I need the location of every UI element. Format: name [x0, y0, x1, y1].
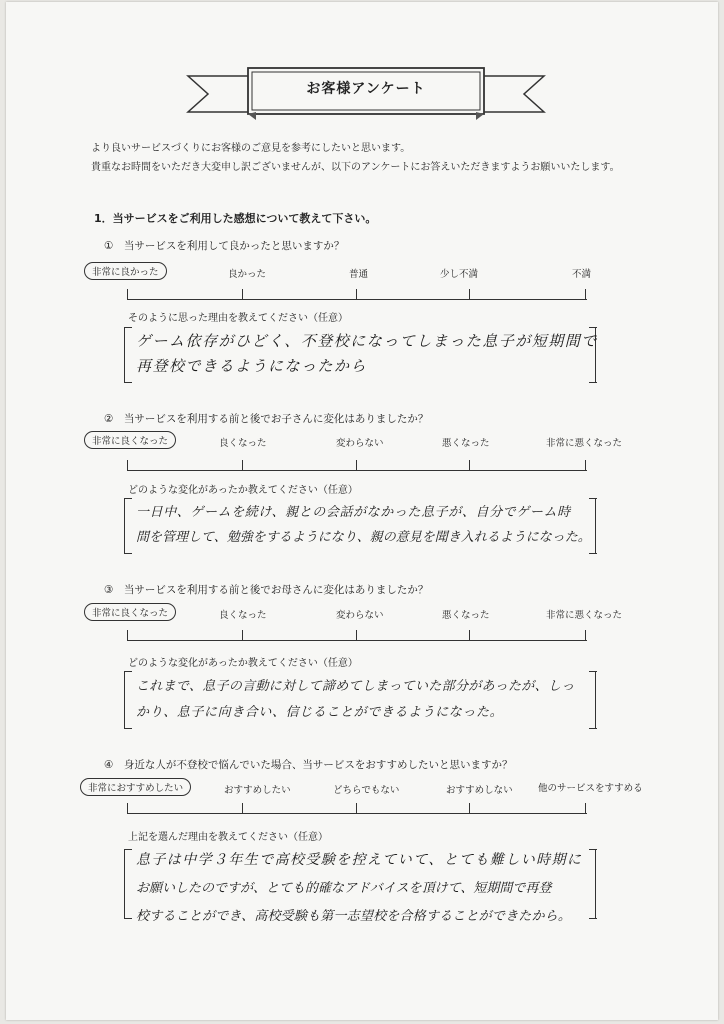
- q4-answer-line-1: 息子は中学３年生で高校受験を控えていて、とても難しい時期に: [136, 852, 583, 868]
- intro-line-1: より良いサービスづくりにお客様のご意見を参考にしたいと思います。: [91, 143, 411, 154]
- q4-option-5[interactable]: 他のサービスをすすめる: [538, 783, 643, 794]
- question-4-label: ④ 身近な人が不登校で悩んでいた場合、当サービスをおすすめしたいと思いますか？: [104, 759, 513, 771]
- q3-option-4[interactable]: 悪くなった: [442, 610, 490, 621]
- q4-option-4[interactable]: おすすめしない: [446, 785, 513, 796]
- survey-sheet: [6, 2, 718, 1020]
- q2-option-4[interactable]: 悪くなった: [442, 438, 490, 449]
- q2-option-3[interactable]: 変わらない: [336, 438, 384, 449]
- q4-option-3[interactable]: どちらでもない: [333, 785, 400, 796]
- intro-line-2: 貴重なお時間をいただき大変申し訳ございませんが、以下のアンケートにお答えいただきますようお願いいたします。: [91, 162, 620, 173]
- q2-option-2[interactable]: 良くなった: [219, 438, 267, 449]
- q3-rating-scale: [127, 629, 587, 641]
- q3-reason-label: どのような変化があったか教えてください（任意）: [128, 658, 358, 669]
- q4-reason-label: 上記を選んだ理由を教えてください（任意）: [128, 832, 328, 843]
- q4-option-2[interactable]: おすすめしたい: [224, 785, 291, 796]
- q1-reason-label: そのように思った理由を教えてください（任意）: [128, 313, 348, 324]
- q2-answer-line-1: 一日中、ゲームを続け、親との会話がなかった息子が、自分でゲーム時: [136, 505, 571, 520]
- q2-rating-scale: [127, 459, 587, 471]
- q1-option-3[interactable]: 普通: [349, 269, 369, 280]
- q1-rating-scale: [127, 288, 587, 300]
- question-2-label: ② 当サービスを利用する前と後でお子さんに変化はありましたか？: [104, 413, 429, 425]
- q3-answer-line-1: これまで、息子の言動に対して諦めてしまっていた部分があったが、しっ: [136, 679, 575, 694]
- q1-option-1-selected[interactable]: 非常に良かった: [84, 262, 167, 280]
- q4-answer-line-2: お願いしたのですが、とても的確なアドバイスを頂けて、短期間で再登: [136, 881, 552, 896]
- q4-answer-line-3: 校することができ、高校受験も第一志望校を合格することができたから。: [136, 909, 572, 924]
- q2-reason-label: どのような変化があったか教えてください（任意）: [128, 485, 358, 496]
- q2-answer-line-2: 間を管理して、勉強をするようになり、親の意見を聞き入れるようになった。: [136, 530, 591, 545]
- q3-option-3[interactable]: 変わらない: [336, 610, 384, 621]
- q1-answer-line-1: ゲーム依存がひどく、不登校になってしまった息子が短期間で: [136, 332, 598, 350]
- q2-option-1-selected[interactable]: 非常に良くなった: [84, 431, 176, 449]
- question-1-label: ① 当サービスを利用して良かったと思いますか？: [104, 240, 345, 252]
- q4-rating-scale: [127, 802, 587, 814]
- q4-option-1-selected[interactable]: 非常におすすめしたい: [80, 778, 191, 796]
- title-banner: [186, 62, 546, 126]
- q3-answer-line-2: かり、息子に向き合い、信じることができるようになった。: [136, 705, 504, 720]
- q2-option-5[interactable]: 非常に悪くなった: [546, 438, 623, 449]
- q1-answer-line-2: 再登校できるようになったから: [136, 357, 368, 375]
- q1-option-4[interactable]: 少し不満: [440, 269, 479, 280]
- q1-option-5[interactable]: 不満: [572, 269, 592, 280]
- q1-option-2[interactable]: 良かった: [228, 269, 267, 280]
- section-title: 1．当サービスをご利用した感想について教えて下さい。: [94, 212, 377, 225]
- q3-option-5[interactable]: 非常に悪くなった: [546, 610, 623, 621]
- question-3-label: ③ 当サービスを利用する前と後でお母さんに変化はありましたか？: [104, 584, 429, 596]
- q3-option-2[interactable]: 良くなった: [219, 610, 267, 621]
- q3-option-1-selected[interactable]: 非常に良くなった: [84, 603, 176, 621]
- survey-title: お客様アンケート: [306, 81, 426, 97]
